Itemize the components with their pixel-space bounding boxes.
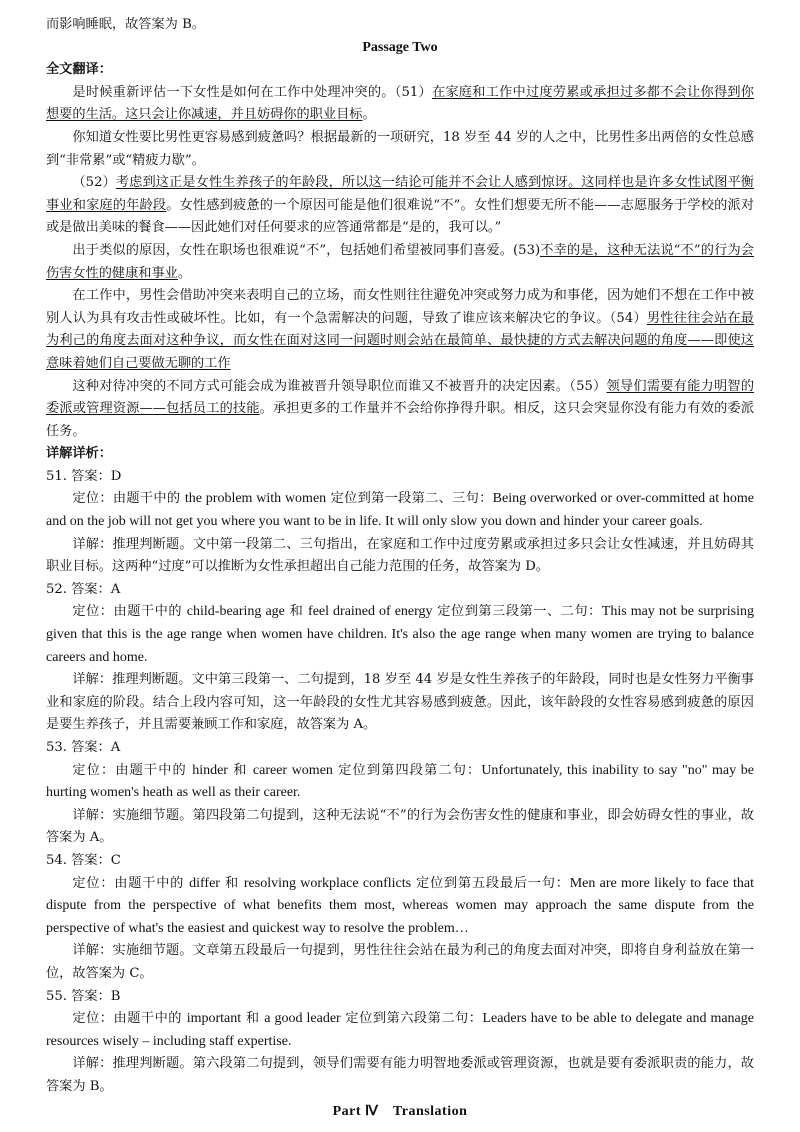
- underlined-text: 不幸的是，这种无法说“不”的行为会伤害女性的健康和事业: [46, 242, 754, 281]
- answer-51: 51. 答案：D: [46, 468, 122, 484]
- english-quote: Men are more likely to face that dispute from the perspective of what benefits them most, whereas women may approach the same dispute from the perspective of what's the easiest and quickest way to resolve the problem…: [46, 875, 754, 936]
- text: 定位到第五段最后一句：: [411, 875, 570, 891]
- passage-title: Passage Two: [362, 39, 438, 55]
- text: 定位到第三段第一、二句：: [432, 604, 602, 620]
- trans-paragraph-5: [46, 285, 754, 375]
- detail-53: 详解：实施细节题。第四段第二句提到，这种无法说“不”的行为会伤害女性的健康和事业，即会妨碍女性的事业，故答案为 A。: [46, 807, 754, 846]
- analysis-heading: 详解详析：: [46, 446, 112, 462]
- keyword: a good leader: [264, 1011, 341, 1027]
- text: 和: [284, 604, 309, 620]
- keyword: hinder: [192, 762, 228, 778]
- keyword: resolving workplace conflicts: [243, 875, 412, 891]
- text: 。承担更多的工作量并不会给你挣得升职。相反，这只会突显你没有能力有效的委派任务。: [46, 401, 755, 439]
- text: 。: [362, 107, 376, 123]
- keyword: important: [186, 1011, 242, 1027]
- underlined-text: 领导们需要有能力明智的委派或管理资源——包括员工的技能: [46, 378, 755, 417]
- text: 。女性感到疲惫的一个原因可能是他们很难说“不”。女性们想要无所不能——志愿服务于学校的派对或是做出美味的餐食——因此她们对任何要求的应答通常都是“是的，我可以。”: [46, 197, 755, 236]
- translation-heading: 全文翻译：: [46, 62, 112, 78]
- answer-53: 53. 答案：A: [46, 740, 121, 755]
- text: 这种对待冲突的不同方式可能会成为谁被晋升领导职位而谁又不被晋升的决定因素。（55）: [72, 378, 607, 394]
- keyword: the problem with women: [184, 491, 327, 507]
- trans-paragraph-2: 你知道女性要比男性更容易感到疲惫吗？根据最新的一项研究，18 岁至 44 岁的人之中，比男性多出两倍的女性总感到“非常累”或“精疲力歇”。: [46, 129, 754, 168]
- text: 是时候重新评估一下女性是如何在工作中处理冲突的。（51）: [72, 84, 432, 100]
- keyword: differ: [189, 875, 220, 891]
- text: 。: [177, 265, 192, 281]
- locate-55: [46, 1008, 754, 1053]
- text: 出于类似的原因，女性在职场也很难说“不”，包括她们希望被同事们喜爱。(53): [72, 242, 541, 258]
- text: 定位到第六段第二句：: [340, 1011, 483, 1027]
- text: （52）: [72, 175, 116, 191]
- locate-51: [46, 488, 754, 533]
- english-quote: Unfortunately, this inability to say "no" may be hurting women's heath as well as their career.: [46, 762, 754, 801]
- underlined-text: 考虑到这正是女性生养孩子的年龄段，所以这一结论可能并不会让人感到惊讶。这同样也是许多女性试图平衡事业和家庭的年龄段: [46, 175, 754, 213]
- detail-51: 详解：推理判断题。文中第一段第二、三句指出，在家庭和工作中过度劳累或承担过多只会让女性减速，并且妨碍其职业目标。这两种“过度”可以推断为女性承担超出自己能力范围的任务，故答案为 D。: [46, 536, 754, 575]
- text: 定位：由题干中的: [72, 762, 193, 778]
- locate-53: [46, 760, 754, 805]
- top-line: 而影响睡眠，故答案为 B。: [46, 17, 205, 32]
- text: 定位：由题干中的: [72, 1011, 187, 1027]
- detail-55: 详解：推理判断题。第六段第二句提到，领导们需要有能力明智地委派或管理资源，也就是要有委派职责的能力，故答案为 B。: [46, 1056, 754, 1094]
- answer-54: 54. 答案：C: [46, 852, 121, 868]
- english-quote: Leaders have to be able to delegate and manage resources wisely – including staff expertise.: [46, 1011, 754, 1049]
- text: 和: [219, 875, 244, 891]
- text: 定位：由题干中的: [72, 604, 187, 620]
- text: 定位到第一段第二、三句：: [326, 491, 493, 507]
- english-quote: Being overworked or over-committed at home and on the job will not get you where you want to be in life. It will only slow you down and hinder your career goals.: [46, 491, 754, 530]
- text: 定位：由题干中的: [72, 491, 185, 507]
- locate-52: [46, 601, 754, 669]
- text: 和: [227, 762, 253, 778]
- underlined-text: 男性往往会站在最为利己的角度去面对这种争议，而女性在面对这同一问题时则会站在最简单、最快捷的方式去解决问题的角度——即使这意味着她们自己要做无聊的工作: [46, 310, 754, 371]
- trans-paragraph-6: [46, 376, 754, 444]
- part-heading: Part Ⅳ Translation: [332, 1103, 468, 1119]
- answer-55: 55. 答案：B: [46, 988, 121, 1004]
- keyword: feel drained of energy: [308, 604, 433, 620]
- trans-paragraph-3: [46, 172, 754, 240]
- keyword: career women: [252, 762, 333, 778]
- answer-52: 52. 答案：A: [46, 581, 121, 597]
- trans-paragraph-4: [46, 240, 754, 285]
- underlined-text: 在家庭和工作中过度劳累或承担过多都不会让你得到你想要的生活。这只会让你减速，并且妨碍你的职业目标: [46, 84, 754, 123]
- locate-54: [46, 873, 754, 941]
- english-quote: This may not be surprising given that this is the age range when women have children. It's also the age range when many women are trying to balance careers and home.: [46, 604, 754, 665]
- text: 定位：由题干中的: [72, 875, 190, 891]
- text: 定位到第四段第二句：: [332, 762, 482, 778]
- trans-paragraph-1: [46, 82, 754, 127]
- detail-54: 详解：实施细节题。文章第五段最后一句提到，男性往往会站在最为利己的角度去面对冲突，即将自身利益放在第一位，故答案为 C。: [46, 943, 754, 981]
- keyword: child-bearing age: [186, 604, 285, 620]
- text: 在工作中，男性会借助冲突来表明自己的立场，而女性则往往避免冲突或努力成为和事佬，因为她们不想在工作中被别人认为具有攻击性或破坏性。比如，有一个急需解决的问题，导致了谁应该来解决它的争议。（54）: [46, 288, 754, 326]
- text: 和: [241, 1011, 265, 1027]
- detail-52: 详解：推理判断题。文中第三段第一、二句提到，18 岁至 44 岁是女性生养孩子的年龄段，同时也是女性努力平衡事业和家庭的阶段。结合上段内容可知，这一年龄段的女性尤其容易感到疲惫。因此，该年龄段的女性容易感到疲惫的原因是要生养孩子，并且需要兼顾工作和家庭，故答案为 A。: [46, 672, 754, 733]
